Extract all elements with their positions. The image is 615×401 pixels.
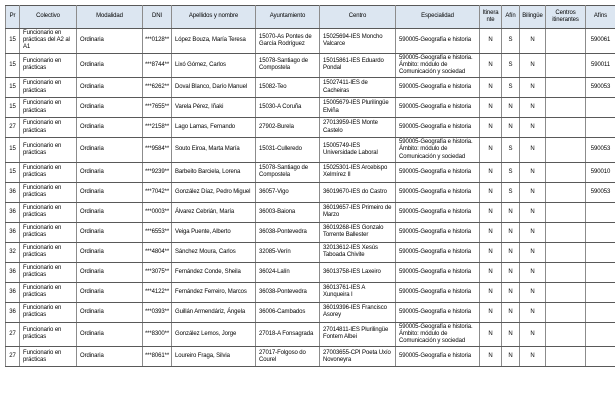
table-row [6, 29, 615, 54]
cell-apellidos-y-nombre: López Bouza, María Teresa [172, 29, 256, 54]
cell-bilingue: N [520, 222, 546, 242]
cell-especialidad: 590005-Geografía e historia [396, 29, 480, 54]
cell-apellidos-y-nombre: Lago Lamas, Fernando [172, 118, 256, 138]
cell-ayuntamiento: 27017-Folgoso do Courel [256, 347, 320, 367]
cell-afin: N [502, 347, 520, 367]
cell-itinerante: N [480, 202, 502, 222]
cell-centros-itinerantes [546, 302, 586, 322]
cell-itinerante: N [480, 98, 502, 118]
cell-especialidad: 590005-Geografía e historia [396, 347, 480, 367]
cell-pr: 27 [6, 118, 20, 138]
cell-ayuntamiento: 15078-Santiago de Compostela [256, 53, 320, 78]
table-row [6, 262, 615, 282]
table-row [6, 53, 615, 78]
cell-afin: N [502, 302, 520, 322]
cell-centros-itinerantes [546, 182, 586, 202]
cell-centro: 36013758-IES Laxeiro [320, 262, 396, 282]
cell-afin: N [502, 282, 520, 302]
cell-bilingue: N [520, 98, 546, 118]
table-row [6, 138, 615, 163]
table-row [6, 282, 615, 302]
cell-dni: ***3075** [143, 262, 172, 282]
cell-modalidad: Ordinaria [77, 302, 143, 322]
cell-ayuntamiento: 36003-Baiona [256, 202, 320, 222]
cell-modalidad: Ordinaria [77, 162, 143, 182]
cell-modalidad: Ordinaria [77, 242, 143, 262]
cell-apellidos-y-nombre: Álvarez Cebrián, María [172, 202, 256, 222]
cell-itinerante: N [480, 29, 502, 54]
cell-afin: S [502, 29, 520, 54]
col-header-bilingue: Bilingüe [520, 6, 546, 29]
cell-centro: 27003655-CPI Poeta Uxío Novoneyra [320, 347, 396, 367]
cell-colectivo: Funcionario en prácticas [20, 182, 77, 202]
cell-modalidad: Ordinaria [77, 322, 143, 347]
cell-afins: 590053 [586, 138, 615, 163]
cell-afin: S [502, 182, 520, 202]
cell-apellidos-y-nombre: Varela Pérez, Iñaki [172, 98, 256, 118]
cell-colectivo: Funcionario en prácticas [20, 262, 77, 282]
cell-centros-itinerantes [546, 78, 586, 98]
col-header-ayuntamiento: Ayuntamiento [256, 6, 320, 29]
cell-especialidad: 590005-Geografía e historia [396, 78, 480, 98]
cell-dni: ***4804** [143, 242, 172, 262]
cell-afin: N [502, 118, 520, 138]
cell-pr: 36 [6, 262, 20, 282]
cell-afin: S [502, 78, 520, 98]
cell-especialidad: 590005-Geografía e historia [396, 262, 480, 282]
col-header-colectivo: Colectivo [20, 6, 77, 29]
table-row [6, 202, 615, 222]
cell-modalidad: Ordinaria [77, 282, 143, 302]
cell-bilingue: N [520, 78, 546, 98]
cell-centro: 15005679-IES Plurilingüe Elviña [320, 98, 396, 118]
cell-centro: 15005749-IES Universidade Laboral [320, 138, 396, 163]
cell-centros-itinerantes [546, 347, 586, 367]
cell-bilingue: N [520, 322, 546, 347]
cell-itinerante: N [480, 322, 502, 347]
table-row [6, 242, 615, 262]
cell-especialidad: 590005-Geografía e historia [396, 118, 480, 138]
cell-apellidos-y-nombre: González Lemos, Jorge [172, 322, 256, 347]
cell-pr: 15 [6, 98, 20, 118]
cell-bilingue: N [520, 302, 546, 322]
cell-colectivo: Funcionario en prácticas [20, 322, 77, 347]
cell-colectivo: Funcionario en prácticas [20, 98, 77, 118]
cell-modalidad: Ordinaria [77, 202, 143, 222]
col-header-especialidad: Especialidad [396, 6, 480, 29]
cell-itinerante: N [480, 262, 502, 282]
cell-afins [586, 118, 615, 138]
cell-itinerante: N [480, 242, 502, 262]
cell-bilingue: N [520, 242, 546, 262]
cell-ayuntamiento: 36038-Pontevedra [256, 222, 320, 242]
cell-especialidad: 590005-Geografía e historia [396, 202, 480, 222]
cell-centro: 36019396-IES Francisco Asorey [320, 302, 396, 322]
cell-centro: 27013959-IES Monte Castelo [320, 118, 396, 138]
cell-ayuntamiento: 32085-Verín [256, 242, 320, 262]
cell-centros-itinerantes [546, 222, 586, 242]
cell-dni: ***2158** [143, 118, 172, 138]
cell-apellidos-y-nombre: Barbeito Barciela, Lorena [172, 162, 256, 182]
cell-centro: 32013612-IES Xesús Taboada Chivite [320, 242, 396, 262]
cell-especialidad: 590005-Geografía e historia [396, 222, 480, 242]
cell-ayuntamiento: 15030-A Coruña [256, 98, 320, 118]
cell-centro: 15025694-IES Moncho Valcarce [320, 29, 396, 54]
cell-ayuntamiento: 15070-As Pontes de García Rodríguez [256, 29, 320, 54]
cell-apellidos-y-nombre: Veiga Puente, Alberto [172, 222, 256, 242]
cell-modalidad: Ordinaria [77, 222, 143, 242]
cell-afin: S [502, 53, 520, 78]
cell-centros-itinerantes [546, 53, 586, 78]
cell-afin: N [502, 222, 520, 242]
cell-apellidos-y-nombre: Fernández Ferreiro, Marcos [172, 282, 256, 302]
cell-itinerante: N [480, 53, 502, 78]
cell-itinerante: N [480, 138, 502, 163]
cell-afin: N [502, 262, 520, 282]
cell-especialidad: 590005-Geografía e historia [396, 242, 480, 262]
cell-apellidos-y-nombre: Sánchez Moura, Carlos [172, 242, 256, 262]
table-row [6, 98, 615, 118]
cell-bilingue: N [520, 118, 546, 138]
cell-pr: 15 [6, 162, 20, 182]
cell-dni: ***6553** [143, 222, 172, 242]
cell-modalidad: Ordinaria [77, 53, 143, 78]
cell-afins [586, 347, 615, 367]
cell-itinerante: N [480, 118, 502, 138]
cell-afin: S [502, 138, 520, 163]
cell-pr: 27 [6, 322, 20, 347]
cell-apellidos-y-nombre: Fernández Conde, Sheila [172, 262, 256, 282]
table-row [6, 302, 615, 322]
assignments-table [5, 5, 615, 367]
cell-itinerante: N [480, 162, 502, 182]
cell-centros-itinerantes [546, 322, 586, 347]
cell-dni: ***0393** [143, 302, 172, 322]
cell-modalidad: Ordinaria [77, 118, 143, 138]
cell-apellidos-y-nombre: González Díaz, Pedro Miguel [172, 182, 256, 202]
cell-modalidad: Ordinaria [77, 29, 143, 54]
cell-modalidad: Ordinaria [77, 138, 143, 163]
cell-ayuntamiento: 15031-Culleredo [256, 138, 320, 163]
table-row [6, 222, 615, 242]
cell-dni: ***8061** [143, 347, 172, 367]
cell-colectivo: Funcionario en prácticas [20, 347, 77, 367]
cell-pr: 15 [6, 78, 20, 98]
cell-afins [586, 242, 615, 262]
table-row [6, 182, 615, 202]
cell-afin: N [502, 202, 520, 222]
cell-pr: 15 [6, 138, 20, 163]
cell-apellidos-y-nombre: Guillán Armendáriz, Ángela [172, 302, 256, 322]
cell-bilingue: N [520, 182, 546, 202]
cell-apellidos-y-nombre: Loureiro Fraga, Silvia [172, 347, 256, 367]
cell-apellidos-y-nombre: Souto Eiroa, Marta María [172, 138, 256, 163]
table-row [6, 322, 615, 347]
cell-bilingue: N [520, 162, 546, 182]
cell-especialidad: 590005-Geografía e historia [396, 182, 480, 202]
table-row [6, 78, 615, 98]
cell-ayuntamiento: 15082-Teo [256, 78, 320, 98]
cell-dni: ***4122** [143, 282, 172, 302]
cell-colectivo: Funcionario en prácticas [20, 302, 77, 322]
cell-colectivo: Funcionario en prácticas [20, 78, 77, 98]
cell-colectivo: Funcionario en prácticas [20, 138, 77, 163]
cell-dni: ***9584** [143, 138, 172, 163]
cell-centro: 15015861-IES Eduardo Pondal [320, 53, 396, 78]
col-header-afins: Afíns [586, 6, 615, 29]
cell-ayuntamiento: 36024-Lalín [256, 262, 320, 282]
table-body [6, 29, 615, 367]
cell-especialidad: 590005-Geografía e historia [396, 282, 480, 302]
col-header-dni: DNI [143, 6, 172, 29]
cell-ayuntamiento: 36006-Cambados [256, 302, 320, 322]
cell-pr: 32 [6, 242, 20, 262]
cell-itinerante: N [480, 78, 502, 98]
cell-afins [586, 302, 615, 322]
cell-especialidad: 590005-Geografía e historia [396, 162, 480, 182]
cell-itinerante: N [480, 282, 502, 302]
table-header [6, 6, 615, 29]
cell-centros-itinerantes [546, 242, 586, 262]
cell-afins [586, 282, 615, 302]
col-header-pr: Pr [6, 6, 20, 29]
cell-ayuntamiento: 36038-Pontevedra [256, 282, 320, 302]
cell-afins: 590011 [586, 53, 615, 78]
col-header-itinerante: Itinerante [480, 6, 502, 29]
cell-afins: 590053 [586, 78, 615, 98]
cell-dni: ***9239** [143, 162, 172, 182]
col-header-centro: Centro [320, 6, 396, 29]
cell-itinerante: N [480, 347, 502, 367]
cell-bilingue: N [520, 138, 546, 163]
cell-centro: 36019670-IES do Castro [320, 182, 396, 202]
cell-especialidad: 590005-Geografía e historia [396, 98, 480, 118]
cell-pr: 15 [6, 29, 20, 54]
cell-afins: 590010 [586, 162, 615, 182]
cell-centros-itinerantes [546, 282, 586, 302]
cell-centros-itinerantes [546, 29, 586, 54]
cell-bilingue: N [520, 282, 546, 302]
table-row [6, 347, 615, 367]
cell-afin: S [502, 162, 520, 182]
cell-dni: ***7655** [143, 98, 172, 118]
cell-centros-itinerantes [546, 202, 586, 222]
cell-colectivo: Funcionario en prácticas [20, 202, 77, 222]
col-header-afin: Afín [502, 6, 520, 29]
cell-bilingue: N [520, 29, 546, 54]
cell-apellidos-y-nombre: Doval Blanco, Darío Manuel [172, 78, 256, 98]
cell-colectivo: Funcionario en prácticas [20, 162, 77, 182]
cell-modalidad: Ordinaria [77, 98, 143, 118]
cell-colectivo: Funcionario en prácticas [20, 53, 77, 78]
cell-pr: 36 [6, 282, 20, 302]
cell-especialidad: 590005-Geografía e historia. Ámbito: módulo de Comunicación y sociedad [396, 53, 480, 78]
cell-dni: ***7042** [143, 182, 172, 202]
cell-pr: 36 [6, 222, 20, 242]
cell-afin: N [502, 242, 520, 262]
cell-dni: ***6262** [143, 78, 172, 98]
cell-itinerante: N [480, 222, 502, 242]
cell-afin: N [502, 322, 520, 347]
cell-centro: 36013761-IES A Xunqueira I [320, 282, 396, 302]
cell-pr: 36 [6, 202, 20, 222]
cell-colectivo: Funcionario en prácticas [20, 118, 77, 138]
cell-afins [586, 222, 615, 242]
cell-ayuntamiento: 27902-Burela [256, 118, 320, 138]
cell-colectivo: Funcionario en prácticas [20, 282, 77, 302]
cell-especialidad: 590005-Geografía e historia [396, 302, 480, 322]
cell-centro: 15027411-IES de Cacheiras [320, 78, 396, 98]
cell-bilingue: N [520, 53, 546, 78]
cell-pr: 36 [6, 182, 20, 202]
cell-dni: ***0003** [143, 202, 172, 222]
cell-ayuntamiento: 15078-Santiago de Compostela [256, 162, 320, 182]
table-row [6, 118, 615, 138]
cell-centros-itinerantes [546, 98, 586, 118]
cell-bilingue: N [520, 202, 546, 222]
cell-afins [586, 202, 615, 222]
cell-modalidad: Ordinaria [77, 347, 143, 367]
cell-modalidad: Ordinaria [77, 78, 143, 98]
cell-modalidad: Ordinaria [77, 182, 143, 202]
cell-pr: 27 [6, 347, 20, 367]
cell-modalidad: Ordinaria [77, 262, 143, 282]
cell-ayuntamiento: 27018-A Fonsagrada [256, 322, 320, 347]
cell-afins: 590053 [586, 182, 615, 202]
cell-centro: 27014811-IES Plurilingüe Fontem Albei [320, 322, 396, 347]
table-header-row [6, 6, 615, 29]
cell-centros-itinerantes [546, 118, 586, 138]
cell-pr: 36 [6, 302, 20, 322]
cell-bilingue: N [520, 262, 546, 282]
cell-dni: ***0128** [143, 29, 172, 54]
cell-itinerante: N [480, 182, 502, 202]
cell-colectivo: Funcionario en prácticas del A2 al A1 [20, 29, 77, 54]
cell-afins [586, 262, 615, 282]
cell-itinerante: N [480, 302, 502, 322]
cell-bilingue: N [520, 347, 546, 367]
cell-centros-itinerantes [546, 162, 586, 182]
cell-dni: ***8744** [143, 53, 172, 78]
cell-centros-itinerantes [546, 138, 586, 163]
cell-centro: 36019657-IES Primeiro de Marzo [320, 202, 396, 222]
cell-centro: 36019268-IES Gonzalo Torrente Ballester [320, 222, 396, 242]
cell-colectivo: Funcionario en prácticas [20, 242, 77, 262]
col-header-centros-itinerantes: Centros itinerantes [546, 6, 586, 29]
cell-afin: N [502, 98, 520, 118]
col-header-modalidad: Modalidad [77, 6, 143, 29]
cell-dni: ***8300** [143, 322, 172, 347]
cell-ayuntamiento: 36057-Vigo [256, 182, 320, 202]
cell-centros-itinerantes [546, 262, 586, 282]
cell-centro: 15025301-IES Arcebispo Xelmírez II [320, 162, 396, 182]
cell-afins [586, 98, 615, 118]
cell-pr: 15 [6, 53, 20, 78]
table-row [6, 162, 615, 182]
cell-apellidos-y-nombre: Lixó Gómez, Carlos [172, 53, 256, 78]
cell-especialidad: 590005-Geografía e historia. Ámbito: módulo de Comunicación y sociedad [396, 322, 480, 347]
col-header-apellidos-y-nombre: Apellidos y nombre [172, 6, 256, 29]
cell-especialidad: 590005-Geografía e historia. Ámbito: módulo de Comunicación y sociedad [396, 138, 480, 163]
cell-colectivo: Funcionario en prácticas [20, 222, 77, 242]
cell-afins [586, 322, 615, 347]
cell-afins: 590061 [586, 29, 615, 54]
